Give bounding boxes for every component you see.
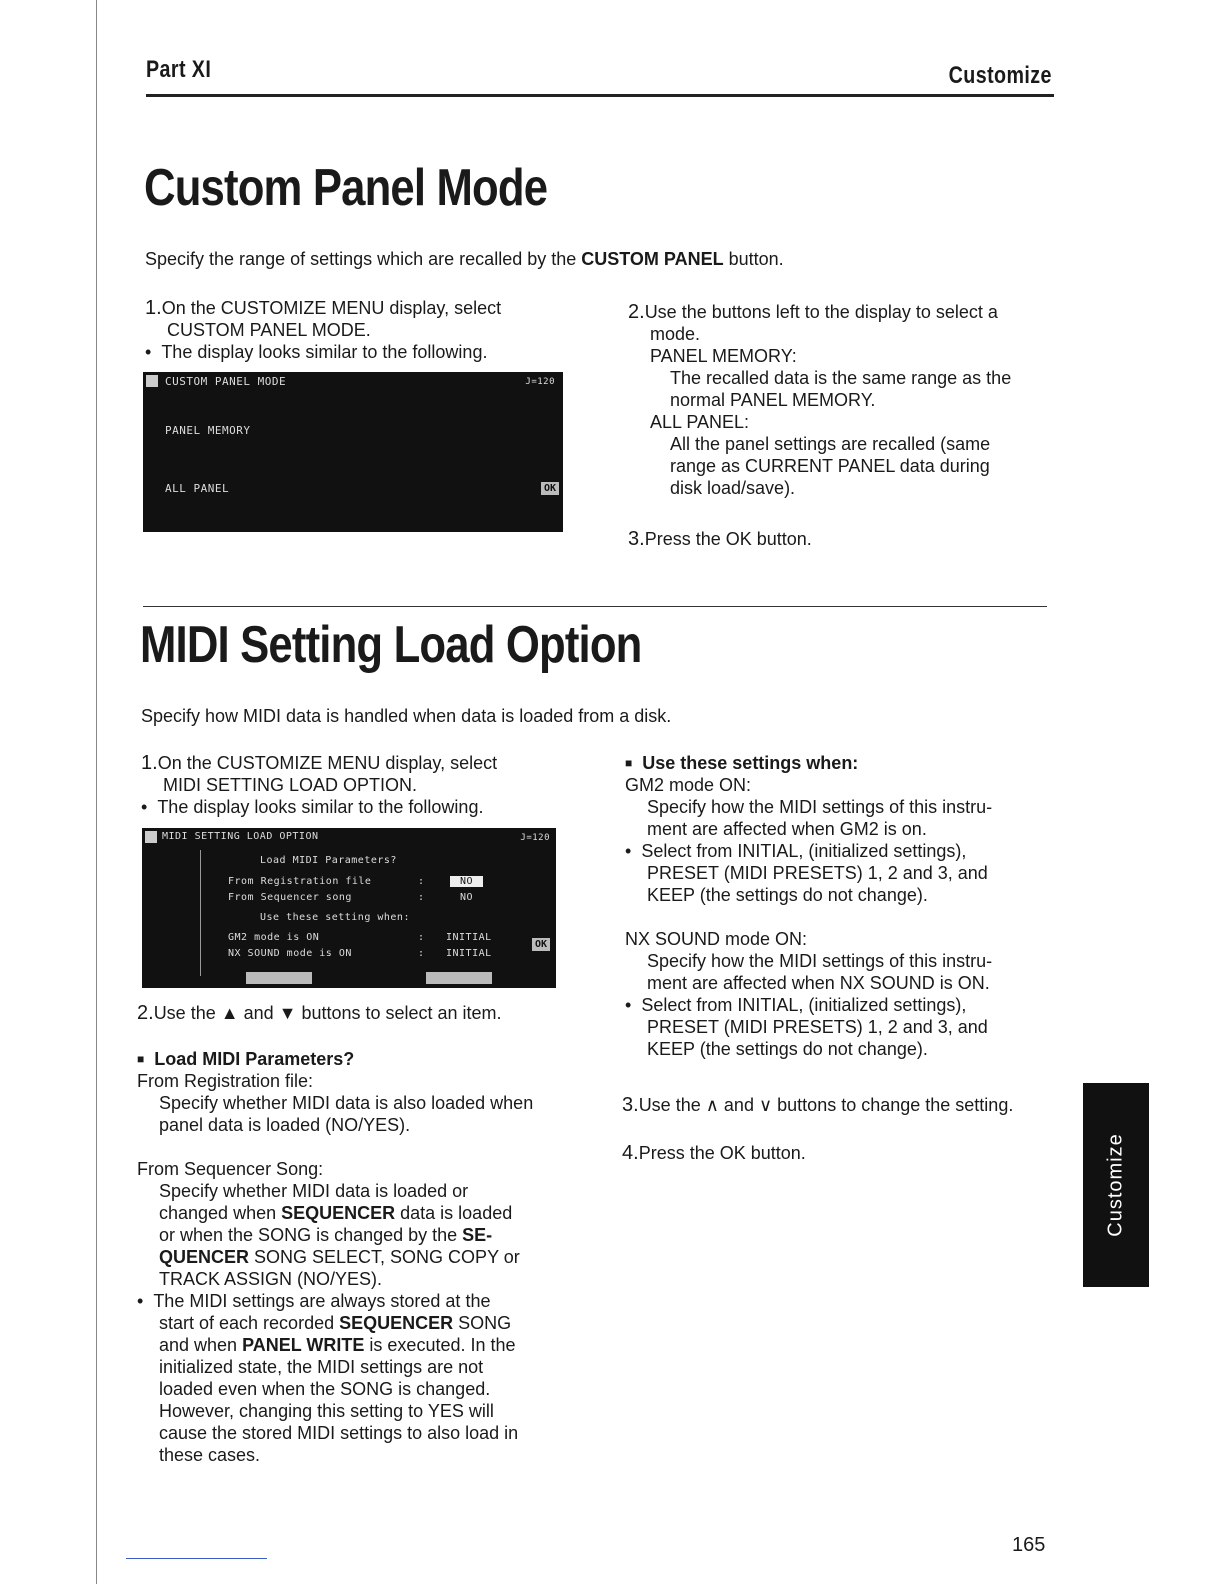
down-triangle-icon: ▼ — [278, 1003, 297, 1023]
header-rule — [146, 94, 1054, 97]
down-scroll-button[interactable] — [426, 972, 492, 984]
side-tab-customize: Customize — [1083, 1083, 1149, 1287]
up-scroll-button[interactable] — [246, 972, 312, 984]
section-label: Customize — [948, 62, 1052, 89]
midi-intro: Specify how MIDI data is handled when data is loaded from a disk. — [141, 706, 672, 726]
app-icon — [145, 831, 157, 843]
row-sequencer[interactable]: From Sequencer song — [228, 892, 352, 903]
value-sequencer[interactable]: NO — [460, 892, 474, 903]
s1-step2: 2.Use the buttons left to the display to select a mode. PANEL MEMORY: The recalled data is the same range as the normal PANEL MEMORY. ALL PANEL: All the panel settings are recalled (same range as CURRENT PANEL data during disk load/save). — [628, 301, 1012, 498]
ok-button[interactable]: OK — [541, 482, 559, 495]
row-gm2[interactable]: GM2 mode is ON — [228, 932, 320, 943]
midi-setting-display: MIDI SETTING LOAD OPTION J=120 Load MIDI Parameters? From Registration file : NO From Sequencer song : NO Use these setting when: GM2 mode is ON : INITIAL NX SOUND mode is ON : INITIAL OK — [142, 828, 556, 988]
part-label: Part XI — [146, 56, 212, 83]
caret-down-icon: ∨ — [758, 1095, 773, 1115]
section-divider — [143, 606, 1047, 607]
s2-step4: 4.Press the OK button. — [622, 1142, 806, 1164]
row-registration[interactable]: From Registration file — [228, 876, 372, 887]
section-title-custom-panel-mode: Custom Panel Mode — [144, 159, 548, 217]
app-icon — [146, 375, 158, 387]
footer-rule — [126, 1558, 267, 1559]
value-nx-sound[interactable]: INITIAL — [446, 948, 492, 959]
use-these-settings: ■ Use these settings when: GM2 mode ON: Specify how the MIDI settings of this instru- ment are affected when GM2 is on. • Select from INITIAL, (initialized settings), PRESET (MIDI PRESETS) 1, 2 and 3, and KEEP (the settings do not change). NX SOUND mode ON: Specify how the MIDI settings of this instru- ment are affected when NX SOUND is ON. • Select from INITIAL, (initialized settings), PRESET (MIDI PRESETS) 1, 2 and 3, and KEEP (the settings do not change). — [625, 752, 1045, 1060]
s2-step2: 2.Use the ▲ and ▼ buttons to select an item. — [137, 1002, 502, 1024]
custom-panel-display — [143, 372, 563, 532]
option-panel-memory[interactable]: PANEL MEMORY — [165, 424, 251, 437]
custom-panel-intro: Specify the range of settings which are recalled by the CUSTOM PANEL button. — [145, 249, 784, 269]
s1-step1: 1.On the CUSTOMIZE MENU display, select CUSTOM PANEL MODE. • The display looks similar to the following. — [145, 297, 565, 363]
option-all-panel[interactable]: ALL PANEL — [165, 482, 230, 495]
value-registration[interactable]: NO — [450, 876, 483, 887]
s2-step3: 3.Use the ∧ and ∨ buttons to change the setting. — [622, 1094, 1014, 1116]
frame-line — [200, 850, 201, 976]
up-triangle-icon: ▲ — [220, 1003, 239, 1023]
value-gm2[interactable]: INITIAL — [446, 932, 492, 943]
page-number: 165 — [1012, 1534, 1046, 1556]
binder-line — [96, 0, 97, 1584]
section-title-midi-setting-load-option: MIDI Setting Load Option — [140, 616, 642, 674]
load-midi-parameters: ■ Load MIDI Parameters? From Registration file: Specify whether MIDI data is also loaded when panel data is loaded (NO/YES). From Sequencer Song: Specify whether MIDI data is loaded or changed when SEQUENCER data is loaded or when the SONG is changed by the SE- QUENCER SONG SELECT, SONG COPY or TRACK ASSIGN (NO/YES). • The MIDI settings are always stored at the start of each recorded SEQUENCER SONG and when PANEL WRITE is executed. In the initialized state, the MIDI settings are not loaded even when the SONG is changed. However, changing this setting to YES will cause the stored MIDI settings to also load in these cases. — [137, 1048, 555, 1466]
s1-step3: 3.Press the OK button. — [628, 528, 812, 550]
caret-up-icon: ∧ — [705, 1095, 719, 1115]
row-nx-sound[interactable]: NX SOUND mode is ON — [228, 948, 352, 959]
display-title-bar: MIDI SETTING LOAD OPTION J=120 — [142, 828, 556, 848]
s2-step1: 1.On the CUSTOMIZE MENU display, select MIDI SETTING LOAD OPTION. • The display looks similar to the following. — [141, 752, 561, 818]
display-title-bar: CUSTOM PANEL MODE J=120 — [143, 372, 563, 392]
ok-button[interactable]: OK — [532, 938, 550, 951]
